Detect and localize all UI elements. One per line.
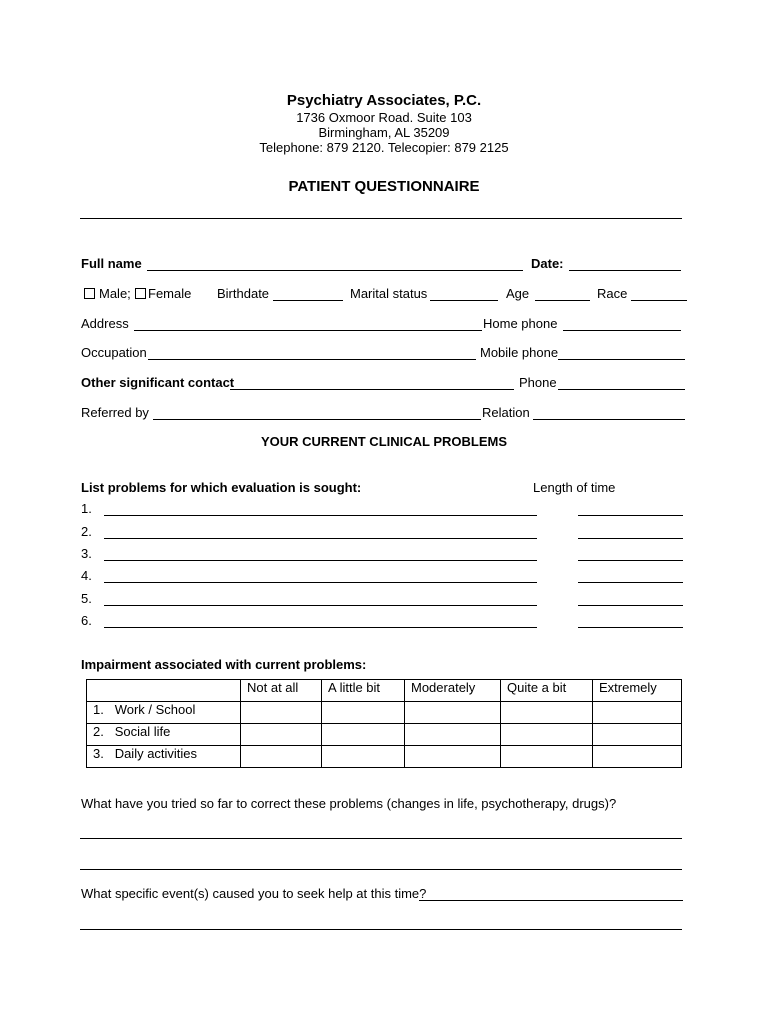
row-label-text: Work / School	[114, 702, 196, 717]
problem-field[interactable]	[104, 560, 537, 561]
problem-number: 5.	[81, 591, 92, 606]
row-label	[87, 724, 241, 746]
address-field[interactable]	[134, 330, 482, 331]
birthdate-field[interactable]	[273, 300, 343, 301]
table-corner-cell	[87, 680, 241, 702]
full-name-label: Full name	[81, 256, 142, 271]
problem-field[interactable]	[104, 582, 537, 583]
table-row	[87, 724, 682, 746]
rating-cell[interactable]	[241, 746, 322, 768]
home-phone-label: Home phone	[483, 316, 558, 331]
male-label: Male;	[99, 286, 131, 301]
race-field[interactable]	[631, 300, 687, 301]
referred-by-field[interactable]	[153, 419, 481, 420]
tried-question: What have you tried so far to correct these problems (changes in life, psychotherapy, drugs)?	[81, 796, 617, 811]
row-number: 3.	[93, 746, 104, 761]
row-label-text: Daily activities	[114, 746, 198, 761]
title-divider	[80, 218, 682, 219]
problem-field[interactable]	[104, 605, 537, 606]
length-field[interactable]	[578, 627, 683, 628]
rating-cell[interactable]	[405, 724, 501, 746]
other-contact-field[interactable]	[230, 389, 514, 390]
problem-number: 3.	[81, 546, 92, 561]
form-title: PATIENT QUESTIONNAIRE	[288, 178, 480, 195]
impairment-label: Impairment associated with current problems:	[81, 657, 367, 672]
address-line-1: 1736 Oxmoor Road. Suite 103	[296, 110, 472, 125]
age-label: Age	[506, 286, 530, 301]
length-field[interactable]	[578, 515, 683, 516]
rating-cell[interactable]	[593, 746, 682, 768]
female-label: Female	[148, 286, 192, 301]
event-question: What specific event(s) caused you to seek help at this time?	[81, 886, 427, 901]
problem-field[interactable]	[104, 538, 537, 539]
column-header: Not at all	[241, 680, 322, 702]
rating-cell[interactable]	[322, 724, 405, 746]
impairment-table	[86, 679, 682, 768]
table-row	[87, 702, 682, 724]
column-header: Moderately	[405, 680, 501, 702]
rating-cell[interactable]	[241, 702, 322, 724]
table-header-row	[87, 680, 682, 702]
address-line-2: Birmingham, AL 35209	[318, 125, 450, 140]
row-number: 2.	[93, 724, 104, 739]
length-field[interactable]	[578, 582, 683, 583]
event-answer-field[interactable]	[419, 900, 683, 901]
length-field[interactable]	[578, 605, 683, 606]
home-phone-field[interactable]	[563, 330, 681, 331]
problem-field[interactable]	[104, 515, 537, 516]
row-label	[87, 746, 241, 768]
problem-number: 4.	[81, 568, 92, 583]
organization-name: Psychiatry Associates, P.C.	[286, 92, 482, 109]
length-of-time-label: Length of time	[533, 480, 616, 495]
column-header: A little bit	[322, 680, 405, 702]
race-label: Race	[597, 286, 628, 301]
clinical-problems-heading: YOUR CURRENT CLINICAL PROBLEMS	[260, 434, 508, 449]
rating-cell[interactable]	[593, 724, 682, 746]
rating-cell[interactable]	[405, 702, 501, 724]
male-checkbox[interactable]	[84, 288, 95, 299]
event-answer-line[interactable]	[80, 929, 682, 930]
table-row	[87, 746, 682, 768]
column-header: Extremely	[593, 680, 682, 702]
column-header: Quite a bit	[501, 680, 593, 702]
occupation-field[interactable]	[148, 359, 476, 360]
female-checkbox[interactable]	[135, 288, 146, 299]
rating-cell[interactable]	[501, 724, 593, 746]
full-name-field[interactable]	[147, 270, 523, 271]
rating-cell[interactable]	[501, 702, 593, 724]
occupation-label: Occupation	[81, 345, 147, 360]
problems-list-label: List problems for which evaluation is sought:	[81, 480, 362, 495]
phone-field[interactable]	[558, 389, 685, 390]
length-field[interactable]	[578, 560, 683, 561]
marital-status-label: Marital status	[350, 286, 428, 301]
problem-number: 6.	[81, 613, 92, 628]
length-field[interactable]	[578, 538, 683, 539]
problem-number: 2.	[81, 524, 92, 539]
tried-answer-line[interactable]	[80, 838, 682, 839]
row-label	[87, 702, 241, 724]
row-number: 1.	[93, 702, 104, 717]
birthdate-label: Birthdate	[217, 286, 270, 301]
rating-cell[interactable]	[593, 702, 682, 724]
relation-label: Relation	[482, 405, 530, 420]
contact-line: Telephone: 879 2120. Telecopier: 879 2125	[259, 140, 509, 155]
rating-cell[interactable]	[501, 746, 593, 768]
rating-cell[interactable]	[405, 746, 501, 768]
mobile-phone-label: Mobile phone	[480, 345, 559, 360]
date-label: Date:	[531, 256, 564, 271]
date-field[interactable]	[569, 270, 681, 271]
rating-cell[interactable]	[322, 746, 405, 768]
problem-field[interactable]	[104, 627, 537, 628]
relation-field[interactable]	[533, 419, 685, 420]
row-label-text: Social life	[114, 724, 171, 739]
phone-label: Phone	[519, 375, 557, 390]
other-contact-label: Other significant contact	[81, 375, 235, 390]
age-field[interactable]	[535, 300, 590, 301]
mobile-phone-field[interactable]	[558, 359, 685, 360]
rating-cell[interactable]	[322, 702, 405, 724]
marital-status-field[interactable]	[430, 300, 498, 301]
referred-by-label: Referred by	[81, 405, 149, 420]
address-label: Address	[81, 316, 129, 331]
problem-number: 1.	[81, 501, 92, 516]
rating-cell[interactable]	[241, 724, 322, 746]
tried-answer-line[interactable]	[80, 869, 682, 870]
